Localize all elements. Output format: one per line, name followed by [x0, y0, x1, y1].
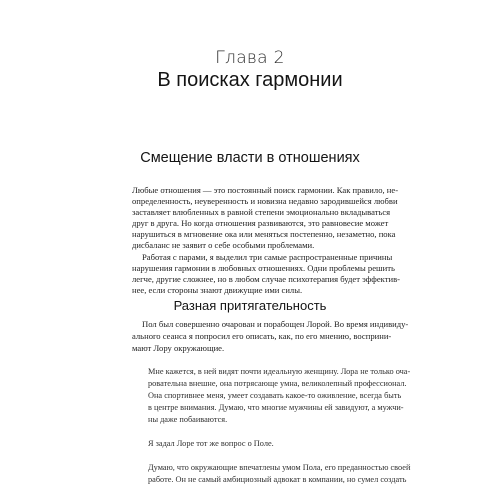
- quote-line: Думаю, что окружающие впечатлены умом Пола, его преданностью своей: [148, 463, 411, 472]
- quote-line: работе. Он не самый амбициозный адвокат в компании, но сумел создать: [148, 475, 407, 484]
- subsection-title: Разная притягательность: [173, 298, 327, 313]
- paragraph-line: легче, другие сложнее, но в любом случае психотерапия будет эффектив-: [132, 274, 400, 284]
- quote-line: ны даже побаиваются.: [148, 415, 228, 424]
- quote-line: Она спортивнее меня, умеет создавать какое-то оживление, всегда быть: [148, 391, 402, 400]
- paragraph-line: определенность, неуверенность и новизна недавно зародившейся любви: [132, 196, 398, 206]
- paragraph-line: друг в друга. Но когда отношения развиваются, это равновесие может: [132, 218, 389, 228]
- paragraph-line: нарушения гармонии в любовных отношениях. Одни проблемы решить: [132, 263, 395, 273]
- paragraph-line: Пол был совершенно очарован и порабощен Лорой. Во время индивиду-: [142, 319, 409, 329]
- paragraph-line: Работая с парами, я выделил три самые распространенные причины: [142, 252, 393, 262]
- narrative-line: Я задал Лоре тот же вопрос о Поле.: [148, 439, 274, 448]
- paragraph-line: нее, если стороны знают движущие ими силы.: [132, 285, 303, 295]
- paragraph-line: мают Лору окружающие.: [132, 343, 225, 353]
- paragraph-line: заставляет влюбленных в равной степени эмоционально вкладываться: [132, 207, 391, 217]
- quote-line: Мне кажется, в ней видят почти идеальную женщину. Лора не только оча-: [148, 367, 411, 376]
- paragraph-line: дисбаланс не заявит о себе особыми проблемами.: [132, 240, 315, 250]
- paragraph-line: нарушиться в мгновение ока или меняться постепенно, незаметно, пока: [132, 229, 396, 239]
- quote-line: ровательна внешне, она потрясающе умна, великолепный профессионал.: [148, 379, 407, 388]
- paragraph-line: Любые отношения — это постоянный поиск гармонии. Как правило, не-: [132, 185, 399, 195]
- chapter-title: В поисках гармонии: [157, 69, 343, 91]
- section-title: Смещение власти в отношениях: [140, 150, 360, 166]
- paragraph-line: ального сеанса я попросил его описать, как, по его мнению, восприни-: [132, 331, 392, 341]
- chapter-label: Глава 2: [215, 48, 285, 68]
- quote-line: в центре внимания. Думаю, что многие мужчины ей завидуют, а мужчи-: [148, 403, 404, 412]
